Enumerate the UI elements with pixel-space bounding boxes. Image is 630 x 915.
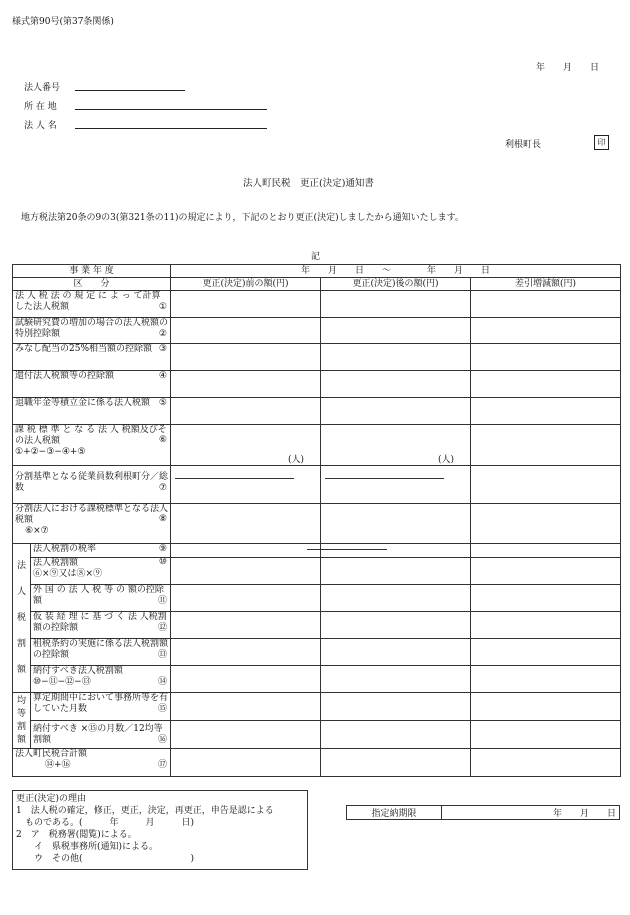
row-7-before[interactable]: (人) — [171, 466, 321, 504]
address-field[interactable] — [75, 109, 267, 110]
corp-name-field[interactable] — [75, 128, 267, 129]
row-7-label: 分割基準となる従業員数利根町分／総数 ⑦ — [13, 466, 171, 504]
row-9-label: 法人税割の税率 ⑨ — [31, 544, 171, 558]
preamble: 地方税法第20条の9の3(第321条の11)の規定により，下記のとおり更正(決定)しましたから通知いたします。 — [21, 213, 464, 223]
row-12-diff[interactable] — [471, 612, 621, 639]
row-11-before[interactable] — [171, 585, 321, 612]
row-17-diff[interactable] — [471, 749, 621, 777]
address-label: 所 在 地 — [24, 102, 57, 112]
seal-stamp: 印 — [594, 135, 609, 150]
row-12-label: 仮 装 経 理 に 基 づ く 法 人税割額の控除額 ⑫ — [31, 612, 171, 639]
col-after-header: 更正(決定)後の額(円) — [321, 278, 471, 291]
row-4-after[interactable] — [321, 371, 471, 398]
row-5-label: 退職年金等積立金に係る法人税額 ⑤ — [13, 398, 171, 425]
row-2-before[interactable] — [171, 318, 321, 344]
row-17-before[interactable] — [171, 749, 321, 777]
row-17-after[interactable] — [321, 749, 471, 777]
issuer: 利根町長 — [505, 140, 542, 150]
row-14-before[interactable] — [171, 666, 321, 693]
row-13-diff[interactable] — [471, 639, 621, 666]
row-10-after[interactable] — [321, 558, 471, 585]
row-7-diff[interactable] — [471, 466, 621, 504]
row-1-diff[interactable] — [471, 291, 621, 318]
reason-box — [12, 790, 308, 870]
row-15-after[interactable] — [321, 693, 471, 721]
row-17-label: 法人町民税合計額 ⑭+⑯ ⑰ — [13, 749, 171, 777]
row-12-before[interactable] — [171, 612, 321, 639]
row-14-after[interactable] — [321, 666, 471, 693]
reason-line-1b: ものである。( 年 月 日) — [16, 818, 195, 828]
fiscal-period: 年 月 日 ～ 年 月 日 — [171, 265, 621, 278]
row-11-label: 外 国 の 法 人 税 等 の 額の控除額 ⑪ — [31, 585, 171, 612]
row-1-after[interactable] — [321, 291, 471, 318]
col-diff-header: 差引増減額(円) — [471, 278, 621, 291]
row-15-diff[interactable] — [471, 693, 621, 721]
row-1-label: 法 人 税 法 の 規 定 に よ っ て計算した法人税額 ① — [13, 291, 171, 318]
row-4-before[interactable] — [171, 371, 321, 398]
row-9-diff[interactable] — [471, 544, 621, 558]
row-13-after[interactable] — [321, 639, 471, 666]
row-16-before[interactable] — [171, 721, 321, 749]
row-3-diff[interactable] — [471, 344, 621, 371]
row-14-label: 納付すべき法人税割額 ⑩−⑪−⑫−⑬ ⑭ — [31, 666, 171, 693]
row-8-before[interactable] — [171, 504, 321, 544]
row-9-before[interactable] — [171, 544, 321, 558]
row-10-label: 法人税割額 ⑩ ⑥×⑨又は⑧×⑨ — [31, 558, 171, 585]
row-3-after[interactable] — [321, 344, 471, 371]
row-15-label: 算定期間中において事務所等を有していた月数 ⑮ — [31, 693, 171, 721]
row-3-label: みなし配当の25%相当額の控除額 ③ — [13, 344, 171, 371]
row-10-diff[interactable] — [471, 558, 621, 585]
reason-line-3: イ 県税事務所(通知)による。 — [16, 842, 159, 852]
row-5-after[interactable] — [321, 398, 471, 425]
row-8-label: 分割法人における課税標準となる法人税額 ⑧ ⑥×⑦ — [13, 504, 171, 544]
row-5-before[interactable] — [171, 398, 321, 425]
row-8-after[interactable] — [321, 504, 471, 544]
row-13-before[interactable] — [171, 639, 321, 666]
group-equal-levy: 均 等 割 額 — [13, 693, 31, 749]
row-6-diff[interactable] — [471, 425, 621, 466]
ki-marker: 記 — [311, 252, 321, 262]
reason-line-4: ウ その他( ) — [16, 854, 195, 864]
form-number: 様式第90号(第37条関係) — [12, 17, 114, 27]
row-3-before[interactable] — [171, 344, 321, 371]
row-16-diff[interactable] — [471, 721, 621, 749]
row-9-after[interactable] — [321, 544, 471, 558]
row-16-after[interactable] — [321, 721, 471, 749]
reason-line-2: 2 ア 税務署(閲覧)による。 — [16, 830, 137, 840]
category-header: 区 分 — [13, 278, 171, 291]
row-16-label: 納付すべき ×⑮の月数／12均等割額 ⑯ — [31, 721, 171, 749]
row-12-after[interactable] — [321, 612, 471, 639]
corp-number-label: 法人番号 — [24, 83, 61, 93]
col-before-header: 更正(決定)前の額(円) — [171, 278, 321, 291]
assessment-table — [12, 264, 621, 777]
corp-number-field[interactable] — [75, 90, 185, 91]
date-line: 年 月 日 — [536, 63, 600, 73]
fiscal-year-label: 事 業 年 度 — [13, 265, 171, 278]
row-10-before[interactable] — [171, 558, 321, 585]
name-label: 法 人 名 — [24, 121, 57, 131]
row-4-label: 還付法人税額等の控除額 ④ — [13, 371, 171, 398]
reason-heading: 更正(決定)の理由 — [16, 794, 87, 804]
row-11-after[interactable] — [321, 585, 471, 612]
row-2-after[interactable] — [321, 318, 471, 344]
row-4-diff[interactable] — [471, 371, 621, 398]
row-2-label: 試験研究費の増加の場合の法人税額の特別控除額 ② — [13, 318, 171, 344]
row-2-diff[interactable] — [471, 318, 621, 344]
deadline-label: 指定納期限 — [347, 806, 442, 820]
row-11-diff[interactable] — [471, 585, 621, 612]
page-title: 法人町民税 更正(決定)通知書 — [243, 178, 374, 189]
row-5-diff[interactable] — [471, 398, 621, 425]
row-6-label: 課 税 標 準 と な る 法 人 税額及びその法人税額 ⑥ ①+②−③−④+⑤ — [13, 425, 171, 466]
deadline-table — [346, 805, 620, 820]
row-1-before[interactable] — [171, 291, 321, 318]
row-7-after[interactable]: (人) — [321, 466, 471, 504]
row-13-label: 租税条約の実施に係る法人税割額の控除額 ⑬ — [31, 639, 171, 666]
row-15-before[interactable] — [171, 693, 321, 721]
deadline-value[interactable]: 年 月 日 — [442, 806, 620, 820]
reason-line-1: 1 法人税の確定，修正，更正，決定，再更正，申告是認による — [16, 806, 274, 816]
group-corp-tax: 法 人 税 割 額 — [13, 544, 31, 693]
row-14-diff[interactable] — [471, 666, 621, 693]
row-8-diff[interactable] — [471, 504, 621, 544]
